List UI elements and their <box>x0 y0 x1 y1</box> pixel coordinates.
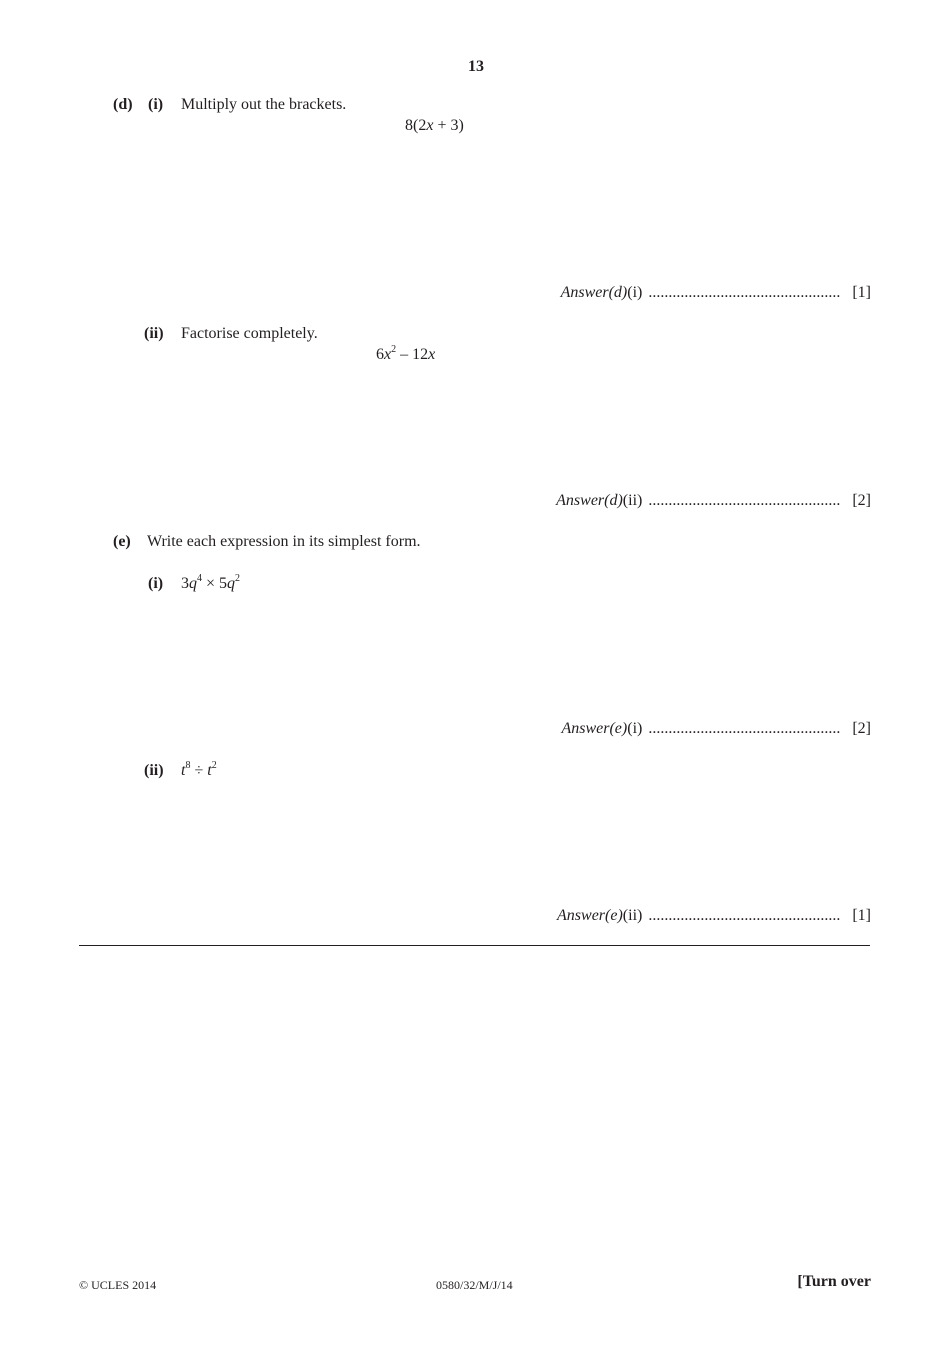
part-e-label: (e) <box>113 533 131 550</box>
part-d-ii-expression: $6x^2 - 12x$ <box>376 344 436 363</box>
answer-e-i: Answer(e)(i) ................................................ [2] <box>561 720 871 737</box>
answer-line[interactable]: ................................................ <box>648 720 841 737</box>
section-divider <box>79 945 870 946</box>
part-e-ii-label: (ii) <box>144 762 164 779</box>
footer-code: 0580/32/M/J/14 <box>436 1278 513 1292</box>
part-d-i-instruction: Multiply out the brackets. <box>181 96 347 113</box>
part-e-ii-expression: $t^8 \div t^2$ <box>181 760 217 779</box>
answer-d-ii: Answer(d)(ii) ................................................ [2] <box>556 492 871 509</box>
marks: [1] <box>852 907 871 924</box>
part-e-i-expression: $3q^4 \times 5q^2$ <box>181 573 241 592</box>
part-e-instruction: Write each expression in its simplest form. <box>147 533 421 550</box>
answer-line[interactable]: ................................................ <box>648 284 841 301</box>
answer-line[interactable]: ................................................ <box>648 907 841 924</box>
part-d-i-label: (i) <box>148 96 164 113</box>
answer-e-ii: Answer(e)(ii) ................................................ [1] <box>557 907 871 924</box>
part-d-ii-label: (ii) <box>144 325 164 342</box>
part-d-ii-instruction: Factorise completely. <box>181 325 318 342</box>
answer-d-i: Answer(d)(i) ................................................ [1] <box>560 284 871 301</box>
footer-copyright: © UCLES 2014 <box>79 1278 157 1292</box>
marks: [2] <box>852 492 871 509</box>
page-number: 13 <box>468 58 484 75</box>
answer-line[interactable]: ................................................ <box>648 492 841 509</box>
part-d-i-expression: 8(2x + 3) <box>405 117 464 134</box>
part-e-i-label: (i) <box>148 575 164 592</box>
part-d-label: (d) <box>113 96 133 113</box>
turn-over: [Turn over <box>797 1273 871 1290</box>
marks: [2] <box>852 720 871 737</box>
marks: [1] <box>852 284 871 301</box>
